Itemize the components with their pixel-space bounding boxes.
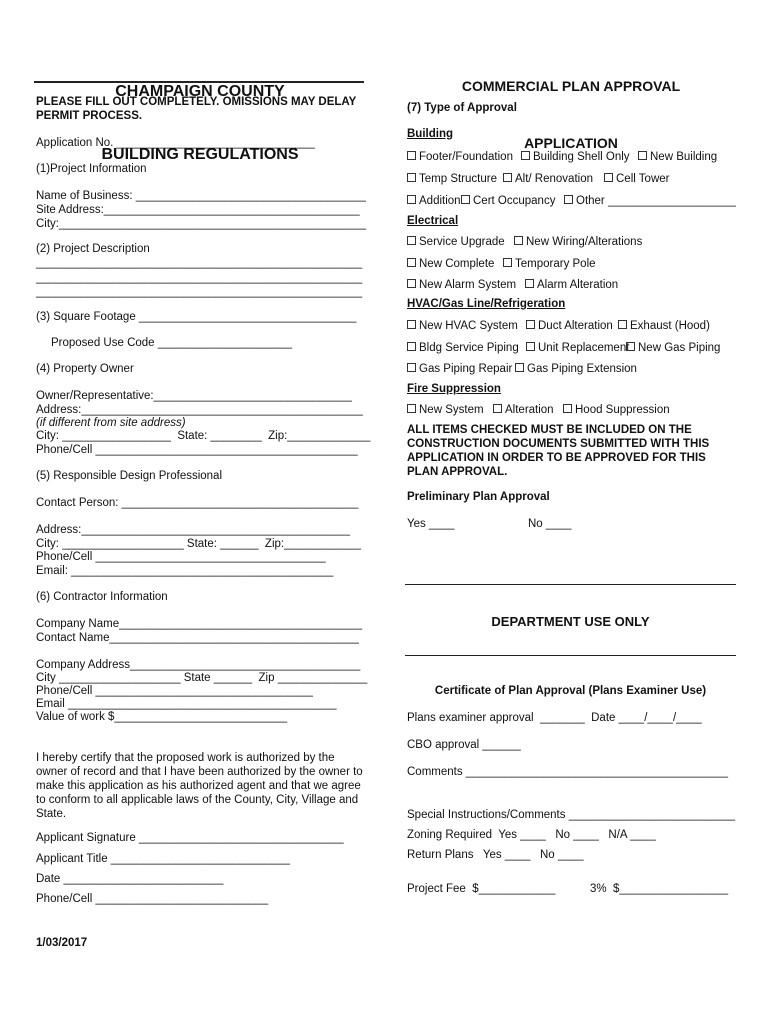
checkbox-icon[interactable] <box>503 173 512 182</box>
cert-line: State. <box>36 808 67 820</box>
checkbox-icon[interactable] <box>407 236 416 245</box>
project-fee-field[interactable]: Project Fee $____________ <box>407 883 556 895</box>
divider-top <box>405 584 736 585</box>
instructions-line-2: PERMIT PROCESS. <box>36 110 143 122</box>
applicant-title-field[interactable]: Applicant Title ____________________________ <box>36 853 290 865</box>
checkbox-icon[interactable] <box>407 404 416 413</box>
checkbox-option[interactable] <box>604 172 669 186</box>
company-name-field[interactable]: Company Name______________________________________ <box>36 618 363 630</box>
checkbox-option[interactable] <box>407 235 505 249</box>
checkbox-label: Addition <box>419 195 461 207</box>
owner-representative-field[interactable]: Owner/Representative:_______________________________ <box>36 390 352 402</box>
owner-phone-field[interactable]: Phone/Cell _________________________________________ <box>36 444 358 456</box>
company-phone-field[interactable]: Phone/Cell __________________________________ <box>36 685 313 697</box>
description-line-1[interactable]: ___________________________________________________ <box>36 257 363 269</box>
building-heading: Building <box>407 128 453 140</box>
checkbox-label: Cert Occupancy <box>473 195 556 207</box>
checkbox-option[interactable] <box>407 319 518 333</box>
applicant-signature-field[interactable]: Applicant Signature ________________________________ <box>36 832 344 844</box>
preliminary-yes-field[interactable]: Yes ____ <box>407 518 455 530</box>
cert-line: make this application as his authorized agent and that we agree <box>36 780 361 792</box>
checkbox-label: New Alarm System <box>419 279 517 291</box>
cert-line: owner of record and that I have been authorized by the owner to <box>36 766 363 778</box>
contact-person-field[interactable]: Contact Person: _____________________________________ <box>36 497 359 509</box>
checkbox-icon[interactable] <box>514 236 523 245</box>
checkbox-icon[interactable] <box>503 258 512 267</box>
notice-line: APPLICATION IN ORDER TO BE APPROVED FOR THIS <box>407 452 706 464</box>
checkbox-label: Gas Piping Repair <box>419 363 513 375</box>
department-use-heading: DEPARTMENT USE ONLY <box>491 614 650 629</box>
checkbox-option[interactable] <box>638 150 717 164</box>
company-address-field[interactable]: Company Address____________________________________ <box>36 659 361 671</box>
return-plans-field[interactable]: Return Plans Yes ____ No ____ <box>407 849 584 861</box>
checkbox-icon[interactable] <box>461 195 470 204</box>
checkbox-icon[interactable] <box>407 320 416 329</box>
description-line-3[interactable]: ___________________________________________________ <box>36 286 363 298</box>
title-line-2: BUILDING REGULATIONS <box>101 146 299 163</box>
checkbox-label: Service Upgrade <box>419 236 505 248</box>
checkbox-icon[interactable] <box>618 320 627 329</box>
application-no-field[interactable]: Application No. _______________________________ <box>36 137 315 149</box>
checkbox-icon[interactable] <box>407 279 416 288</box>
title-rule <box>34 81 364 83</box>
checkbox-option[interactable] <box>525 278 618 292</box>
checkbox-icon[interactable] <box>563 404 572 413</box>
design-email-field[interactable]: Email: _________________________________________ <box>36 565 334 577</box>
checkbox-option[interactable] <box>564 194 736 208</box>
revision-date: 1/03/2017 <box>36 937 88 949</box>
owner-address-note: (if different from site address) <box>36 417 186 429</box>
comments-field[interactable]: Comments _________________________________________ <box>407 766 729 778</box>
owner-city-state-zip-field[interactable]: City: _________________ State: ________ Zip:_____________ <box>36 430 371 442</box>
checkbox-option[interactable] <box>407 150 513 164</box>
app-title-line-2: APPLICATION <box>524 135 618 151</box>
checkbox-option[interactable] <box>407 362 512 376</box>
notice-line: PLAN APPROVAL. <box>407 466 508 478</box>
description-line-2[interactable]: ___________________________________________________ <box>36 272 363 284</box>
three-percent-field[interactable]: 3% $_________________ <box>590 883 729 895</box>
checkbox-option[interactable] <box>407 403 484 417</box>
checkbox-icon[interactable] <box>407 258 416 267</box>
company-city-state-zip-field[interactable]: City ___________________ State ______ Zip ______________ <box>36 672 368 684</box>
checkbox-label: Bldg Service Piping <box>419 342 519 354</box>
proposed-use-code-field[interactable]: Proposed Use Code _____________________ <box>51 337 293 349</box>
divider-bottom <box>405 655 736 656</box>
title-line-1: CHAMPAIGN COUNTY <box>115 83 285 100</box>
checkbox-icon[interactable] <box>526 342 535 351</box>
design-phone-field[interactable]: Phone/Cell ____________________________________ <box>36 551 326 563</box>
checkbox-option[interactable] <box>503 257 596 271</box>
checkbox-icon[interactable] <box>638 151 647 160</box>
site-address-field[interactable]: Site Address:________________________________________ <box>36 204 360 216</box>
project-info-heading: (1)Project Information <box>36 163 147 175</box>
checkbox-option[interactable] <box>521 150 630 164</box>
checkbox-option[interactable] <box>526 341 629 355</box>
checkbox-label: New Wiring/Alterations <box>526 236 643 248</box>
checkbox-label: Exhaust (Hood) <box>630 320 710 332</box>
checkbox-icon[interactable] <box>407 173 416 182</box>
design-professional-heading: (5) Responsible Design Professional <box>36 470 223 482</box>
checkbox-icon[interactable] <box>407 342 416 351</box>
value-of-work-field[interactable]: Value of work $___________________________ <box>36 711 288 723</box>
checkbox-label: Building Shell Only <box>533 151 630 163</box>
checkbox-label: Alarm Alteration <box>537 279 619 291</box>
checkbox-label: Duct Alteration <box>538 320 613 332</box>
checkbox-label: Unit Replacement <box>538 342 630 354</box>
cert-line: I hereby certify that the proposed work is authorized by the <box>36 752 335 764</box>
property-owner-heading: (4) Property Owner <box>36 363 134 375</box>
checkbox-option[interactable] <box>626 341 720 355</box>
checkbox-icon[interactable] <box>407 363 416 372</box>
app-title-line-1: COMMERCIAL PLAN APPROVAL <box>461 78 681 94</box>
checkbox-option[interactable] <box>503 172 593 186</box>
plans-examiner-field[interactable]: Plans examiner approval _______ Date ____/____/____ <box>407 712 702 724</box>
city-field[interactable]: City:________________________________________________ <box>36 218 366 230</box>
checkbox-icon[interactable] <box>604 173 613 182</box>
notice-line: ALL ITEMS CHECKED MUST BE INCLUDED ON THE <box>407 424 692 436</box>
checkbox-label: Gas Piping Extension <box>527 363 637 375</box>
checkbox-label: Cell Tower <box>616 173 670 185</box>
checkbox-label: Temporary Pole <box>515 258 596 270</box>
project-description-heading: (2) Project Description <box>36 243 150 255</box>
business-name-field[interactable]: Name of Business: ____________________________________ <box>36 190 366 202</box>
checkbox-option[interactable] <box>515 362 637 376</box>
certification-paragraph <box>36 751 366 821</box>
checkbox-icon[interactable] <box>626 342 635 351</box>
checkbox-option[interactable] <box>461 194 555 208</box>
checkbox-icon[interactable] <box>525 279 534 288</box>
checkbox-option[interactable] <box>514 235 642 249</box>
design-city-state-zip-field[interactable]: City: ___________________ State: ______ Zip:____________ <box>36 538 361 550</box>
checkbox-label: Other ____________________ <box>576 195 736 207</box>
electrical-heading: Electrical <box>407 215 459 227</box>
cert-line: to conform to all applicable laws of the County, City, Village and <box>36 794 359 806</box>
checkbox-option[interactable] <box>618 319 710 333</box>
checkbox-option[interactable] <box>563 403 670 417</box>
checkbox-option[interactable] <box>407 172 497 186</box>
checkbox-icon[interactable] <box>521 151 530 160</box>
checkbox-label: New Complete <box>419 258 495 270</box>
checkbox-icon[interactable] <box>526 320 535 329</box>
checkbox-option[interactable] <box>493 403 554 417</box>
contractor-heading: (6) Contractor Information <box>36 591 168 603</box>
square-footage-field[interactable]: (3) Square Footage __________________________________ <box>36 311 357 323</box>
checkbox-label: Footer/Foundation <box>419 151 513 163</box>
checkbox-option[interactable] <box>407 341 519 355</box>
zoning-required-field[interactable]: Zoning Required Yes ____ No ____ N/A ____ <box>407 829 656 841</box>
all-items-notice <box>407 423 737 479</box>
notice-line: CONSTRUCTION DOCUMENTS SUBMITTED WITH THIS <box>407 438 710 450</box>
checkbox-icon[interactable] <box>515 363 524 372</box>
checkbox-option[interactable] <box>407 278 516 292</box>
checkbox-label: Alteration <box>505 404 554 416</box>
checkbox-label: Alt/ Renovation <box>515 173 593 185</box>
checkbox-label: Temp Structure <box>419 173 497 185</box>
checkbox-option[interactable] <box>407 194 461 208</box>
phone-cell-field[interactable]: Phone/Cell ___________________________ <box>36 893 269 905</box>
checkbox-icon[interactable] <box>407 151 416 160</box>
checkbox-label: Hood Suppression <box>575 404 670 416</box>
hvac-heading: HVAC/Gas Line/Refrigeration <box>407 298 566 310</box>
owner-address-field[interactable]: Address:____________________________________________ <box>36 404 363 416</box>
checkbox-option[interactable] <box>407 257 494 271</box>
design-address-field[interactable]: Address:__________________________________________ <box>36 524 351 536</box>
date-field[interactable]: Date _________________________ <box>36 873 224 885</box>
special-instructions-field[interactable]: Special Instructions/Comments __________________________ <box>407 809 735 821</box>
checkbox-icon[interactable] <box>407 195 416 204</box>
instructions-line-1: PLEASE FILL OUT COMPLETELY. OMISSIONS MAY DELAY <box>36 96 357 108</box>
checkbox-icon[interactable] <box>564 195 573 204</box>
certificate-heading: Certificate of Plan Approval (Plans Examiner Use) <box>434 685 707 697</box>
fire-suppression-heading: Fire Suppression <box>407 383 501 395</box>
checkbox-label: New Building <box>650 151 718 163</box>
checkbox-icon[interactable] <box>493 404 502 413</box>
type-of-approval-heading: (7) Type of Approval <box>407 102 517 114</box>
preliminary-no-field[interactable]: No ____ <box>528 518 572 530</box>
preliminary-plan-heading: Preliminary Plan Approval <box>407 491 550 503</box>
cbo-approval-field[interactable]: CBO approval ______ <box>407 739 521 751</box>
company-email-field[interactable]: Email __________________________________________ <box>36 698 337 710</box>
checkbox-label: New System <box>419 404 484 416</box>
checkbox-label: New HVAC System <box>419 320 518 332</box>
checkbox-label: New Gas Piping <box>638 342 721 354</box>
contact-name-field[interactable]: Contact Name_______________________________________ <box>36 632 359 644</box>
checkbox-option[interactable] <box>526 319 613 333</box>
